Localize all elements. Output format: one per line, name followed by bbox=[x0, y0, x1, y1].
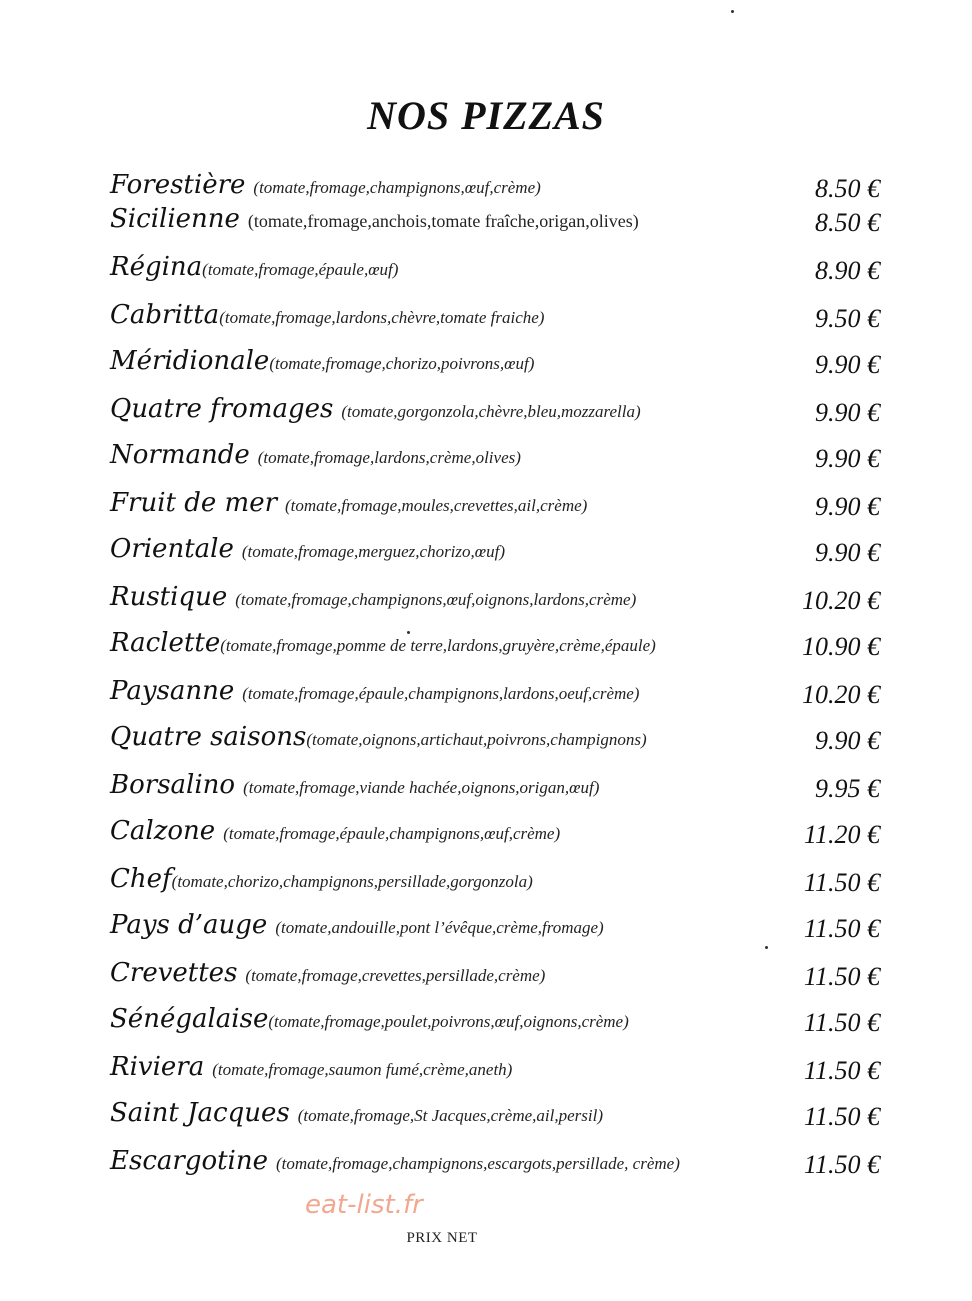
menu-item bbox=[110, 488, 880, 528]
pizza-name: Calzone bbox=[110, 816, 216, 846]
pizza-name: Saint Jacques bbox=[110, 1098, 290, 1128]
pizza-price: 9.90 € bbox=[815, 492, 880, 521]
menu-item bbox=[110, 864, 880, 904]
pizza-name: Orientale bbox=[110, 534, 234, 564]
menu-item bbox=[110, 346, 880, 386]
pizza-price: 9.90 € bbox=[815, 398, 880, 427]
menu-item bbox=[110, 770, 880, 810]
menu-item bbox=[110, 676, 880, 716]
pizza-price: 11.50 € bbox=[803, 962, 880, 991]
pizza-ingredients: (tomate,fromage,St Jacques,crème,ail,persil) bbox=[297, 1106, 603, 1125]
pizza-price: 8.50 € bbox=[815, 174, 880, 203]
pizza-price: 11.20 € bbox=[803, 820, 880, 849]
menu-item bbox=[110, 1052, 880, 1092]
pizza-name: Régina bbox=[110, 252, 203, 282]
menu-item bbox=[110, 722, 880, 762]
pizza-price: 9.50 € bbox=[815, 304, 880, 333]
pizza-ingredients: (tomate,fromage,champignons,œuf,crème) bbox=[253, 178, 541, 197]
pizza-ingredients: (tomate,chorizo,champignons,persillade,gorgonzola) bbox=[171, 872, 533, 891]
menu-item bbox=[110, 816, 880, 856]
pizza-name: Méridionale bbox=[110, 346, 270, 376]
pizza-price: 11.50 € bbox=[803, 914, 880, 943]
menu-item bbox=[110, 910, 880, 950]
pizza-name: Normande bbox=[110, 440, 250, 470]
pizza-price: 9.90 € bbox=[815, 538, 880, 567]
pizza-ingredients: (tomate,fromage,lardons,chèvre,tomate fraiche) bbox=[219, 308, 545, 327]
pizza-name: Borsalino bbox=[110, 770, 236, 800]
pizza-price: 11.50 € bbox=[803, 1008, 880, 1037]
menu-item bbox=[110, 1098, 880, 1138]
pizza-price: 10.90 € bbox=[802, 632, 880, 661]
pizza-name: Crevettes bbox=[110, 958, 238, 988]
pizza-price: 9.90 € bbox=[815, 350, 880, 379]
menu-item bbox=[110, 440, 880, 480]
menu-item bbox=[110, 1004, 880, 1044]
pizza-ingredients: (tomate,fromage,lardons,crème,olives) bbox=[257, 448, 521, 467]
pizza-name: Escargotine bbox=[110, 1146, 269, 1176]
scan-speck bbox=[731, 10, 734, 13]
pizza-name: Sicilienne bbox=[110, 204, 240, 234]
pizza-ingredients: (tomate,fromage,épaule,œuf) bbox=[202, 260, 399, 279]
pizza-name: Forestière bbox=[110, 170, 246, 200]
pizza-name: Chef bbox=[110, 864, 172, 894]
pizza-price: 11.50 € bbox=[803, 1150, 880, 1179]
pizza-ingredients: (tomate,fromage,merguez,chorizo,œuf) bbox=[241, 542, 505, 561]
pizza-ingredients: (tomate,fromage,anchois,tomate fraîche,origan,olives) bbox=[247, 211, 639, 231]
pizza-ingredients: (tomate,fromage,épaule,champignons,œuf,crème) bbox=[223, 824, 561, 843]
scan-speck bbox=[407, 631, 410, 634]
pizza-ingredients: (tomate,fromage,saumon fumé,crème,aneth) bbox=[212, 1060, 513, 1079]
pizza-name: Fruit de mer bbox=[110, 488, 278, 518]
pizza-price: 9.90 € bbox=[815, 726, 880, 755]
footer-note: PRIX NET bbox=[406, 1230, 478, 1246]
pizza-name: Quatre saisons bbox=[110, 722, 307, 752]
menu-item bbox=[110, 582, 880, 622]
pizza-price: 9.95 € bbox=[815, 774, 880, 803]
menu-item bbox=[110, 628, 880, 668]
pizza-ingredients: (tomate,fromage,viande hachée,oignons,origan,œuf) bbox=[243, 778, 600, 797]
pizza-price: 8.50 € bbox=[815, 208, 880, 237]
pizza-ingredients: (tomate,andouille,pont l’évêque,crème,fromage) bbox=[275, 918, 604, 937]
pizza-ingredients: (tomate,fromage,poulet,poivrons,œuf,oignons,crème) bbox=[268, 1012, 629, 1031]
pizza-name: Riviera bbox=[110, 1052, 205, 1082]
menu-item bbox=[110, 394, 880, 434]
pizza-ingredients: (tomate,fromage,moules,crevettes,ail,crème) bbox=[285, 496, 588, 515]
menu-item bbox=[110, 1146, 880, 1186]
menu-item bbox=[110, 252, 880, 292]
pizza-name: Cabritta bbox=[110, 300, 220, 330]
menu-item bbox=[110, 534, 880, 574]
pizza-price: 11.50 € bbox=[803, 868, 880, 897]
pizza-price: 10.20 € bbox=[802, 680, 880, 709]
pizza-ingredients: (tomate,gorgonzola,chèvre,bleu,mozzarella) bbox=[341, 402, 641, 421]
pizza-name: Paysanne bbox=[110, 676, 235, 706]
pizza-name: Pays d’auge bbox=[110, 910, 268, 940]
pizza-price: 10.20 € bbox=[802, 586, 880, 615]
pizza-ingredients: (tomate,fromage,champignons,œuf,oignons,lardons,crème) bbox=[235, 590, 637, 609]
pizza-name: Sénégalaise bbox=[110, 1004, 269, 1034]
pizza-ingredients: (tomate,fromage,épaule,champignons,lardons,oeuf,crème) bbox=[242, 684, 640, 703]
pizza-price: 8.90 € bbox=[815, 256, 880, 285]
pizza-ingredients: (tomate,fromage,crevettes,persillade,crème) bbox=[245, 966, 546, 985]
menu-item bbox=[110, 204, 880, 244]
pizza-price: 11.50 € bbox=[803, 1102, 880, 1131]
pizza-price: 11.50 € bbox=[803, 1056, 880, 1085]
pizza-price: 9.90 € bbox=[815, 444, 880, 473]
pizza-ingredients: (tomate,fromage,pomme de terre,lardons,gruyère,crème,épaule) bbox=[220, 636, 656, 655]
watermark: eat-list.fr bbox=[305, 1190, 423, 1220]
page-title: NOS PIZZAS bbox=[367, 93, 605, 138]
pizza-name: Raclette bbox=[110, 628, 221, 658]
pizza-ingredients: (tomate,fromage,chorizo,poivrons,œuf) bbox=[269, 354, 535, 373]
pizza-name: Rustique bbox=[110, 582, 228, 612]
pizza-name: Quatre fromages bbox=[110, 394, 334, 424]
pizza-ingredients: (tomate,fromage,champignons,escargots,persillade, crème) bbox=[276, 1154, 680, 1173]
scan-speck bbox=[765, 946, 768, 949]
menu-item bbox=[110, 300, 880, 340]
menu-item bbox=[110, 958, 880, 998]
pizza-ingredients: (tomate,oignons,artichaut,poivrons,champignons) bbox=[306, 730, 647, 749]
